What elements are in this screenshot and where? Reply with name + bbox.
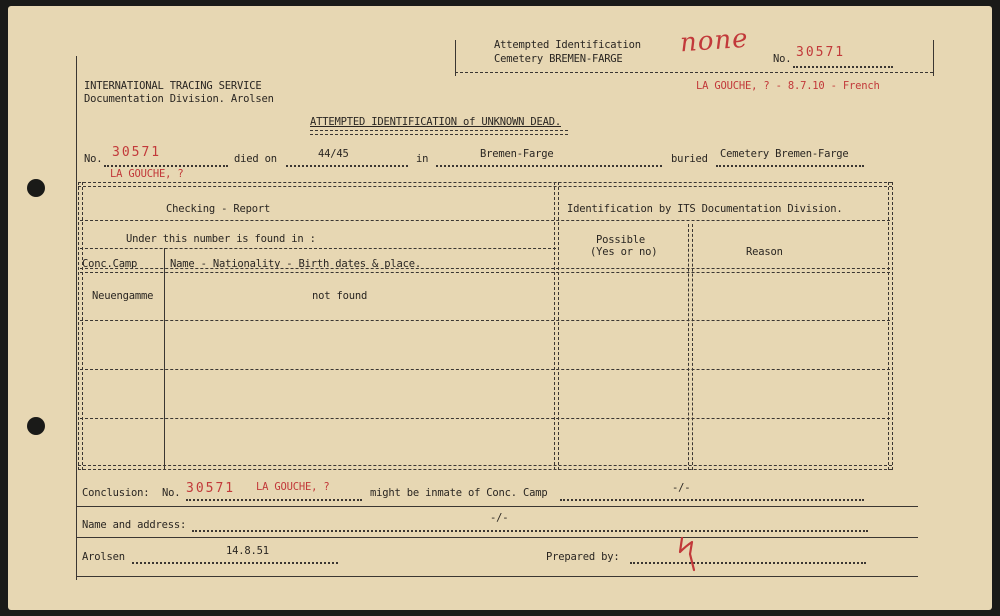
header-no-label: No. [773,53,792,65]
col-reason-header: Reason [746,246,783,258]
table-bottom-border [78,465,892,470]
record-no-value: 30571 [112,145,162,160]
table-mid-divider [554,182,559,470]
header-no-value: 30571 [796,45,846,60]
col-possible-header-2: (Yes or no) [590,246,658,258]
col-name-header: Name - Nationality - Birth dates & place. [170,258,421,270]
table-column-header-rule [80,268,890,273]
header-box-right-border [933,40,934,76]
header-box-bottom-border [455,72,933,73]
record-buried-value: Cemetery Bremen-Farge [720,148,849,160]
form-title: ATTEMPTED IDENTIFICATION of UNKNOWN DEAD. [310,116,561,128]
table-right-border [888,182,893,470]
row-camp: Neuengamme [92,290,154,302]
table-row-rule-2 [80,369,890,370]
table-reason-divider [688,224,693,470]
col-possible-header-1: Possible [596,234,645,246]
org-line1: INTERNATIONAL TRACING SERVICE [84,80,262,92]
handwritten-none: none [679,23,750,59]
conclusion-no-label: No. [162,487,181,499]
conclusion-name-value: LA GOUCHE, ? [256,481,330,493]
header-box-line1: Attempted Identification [494,39,641,51]
card-left-border [76,56,77,580]
name-address-label: Name and address: [82,519,187,531]
name-address-dots [192,530,868,532]
record-no-dots [104,165,228,167]
name-address-value: -/- [490,512,509,524]
table-row-rule-3 [80,418,890,419]
table-left-border [78,182,83,470]
found-in-label: Under this number is found in : [126,233,316,245]
footer-rule [76,576,918,577]
table-header-rule [80,220,890,221]
table-row-rule-1 [80,320,890,321]
identification-header: Identification by ITS Documentation Division. [567,203,843,215]
footer-date: 14.8.51 [226,545,269,557]
title-underline [310,130,568,135]
punch-hole-top [27,179,45,197]
conclusion-label: Conclusion: [82,487,150,499]
found-in-rule [80,248,556,249]
conclusion-rule [76,506,918,507]
conclusion-value: -/- [672,482,691,494]
record-died-value: 44/45 [318,148,349,160]
conclusion-no-value: 30571 [186,481,236,496]
punch-hole-bottom [27,417,45,435]
header-box-line2: Cemetery BREMEN-FARGE [494,53,623,65]
record-in-dots [436,165,662,167]
handwritten-initial-mark [676,532,700,574]
footer-place: Arolsen [82,551,125,563]
record-buried-label: buried [671,153,708,165]
conclusion-name-dots [186,499,362,501]
record-in-label: in [416,153,429,165]
footer-prepared-label: Prepared by: [546,551,620,563]
record-buried-dots [716,165,864,167]
checking-header: Checking - Report [166,203,271,215]
footer-date-dots [132,562,338,564]
record-died-label: died on [234,153,277,165]
header-no-dots [793,66,893,68]
footer-prepared-dots [630,562,866,564]
col-camp-header: Conc.Camp [82,258,138,270]
record-died-dots [286,165,408,167]
person-summary: LA GOUCHE, ? - 8.7.10 - French [696,80,880,92]
table-top-border [78,182,892,187]
table-camp-divider [164,248,165,470]
row-name: not found [312,290,368,302]
record-name-value: LA GOUCHE, ? [110,168,184,180]
conclusion-camp-dots [560,499,864,501]
record-no-label: No. [84,153,103,165]
tracing-card [8,6,992,610]
name-address-rule [76,537,918,538]
org-line2: Documentation Division. Arolsen [84,93,274,105]
record-in-value: Bremen-Farge [480,148,554,160]
conclusion-mid-text: might be inmate of Conc. Camp [370,487,548,499]
header-box-left-border [455,40,456,76]
